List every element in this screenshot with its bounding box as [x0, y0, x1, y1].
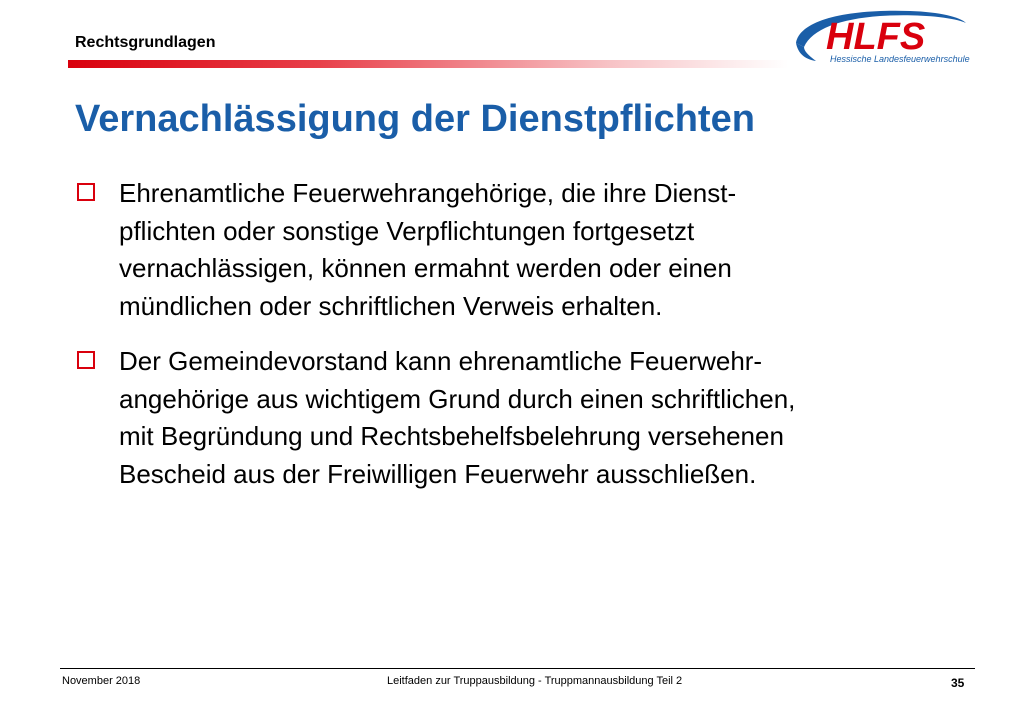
bullet-line: pflichten oder sonstige Verpflichtungen fortgesetzt: [119, 215, 695, 246]
bullet-line: mit Begründung und Rechtsbehelfsbelehrung versehenen: [119, 421, 784, 451]
logo-letters: HLFS: [826, 16, 926, 58]
bullet-line: Ehrenamtliche Feuerwehrangehörige, die ihre Dienst-: [119, 178, 737, 208]
bullet-item: [75, 175, 975, 325]
bullet-line: angehörige aus wichtigem Grund durch einen schriftlichen,: [119, 383, 796, 414]
footer-title: Leitfaden zur Truppausbildung - Truppmannausbildung Teil 2: [387, 675, 683, 687]
page-title: Vernachlässigung der Dienstpflichten: [75, 98, 755, 140]
bullet-line: Bescheid aus der Freiwilligen Feuerwehr ausschließen.: [119, 458, 757, 489]
square-bullet-icon: [77, 351, 95, 369]
footer-date: November 2018: [62, 675, 141, 687]
footer-divider: [60, 668, 975, 669]
bullet-text: [119, 175, 975, 325]
bullet-line: Der Gemeindevorstand kann ehrenamtliche Feuerwehr-: [119, 346, 763, 376]
square-bullet-icon: [77, 183, 95, 201]
section-label: Rechtsgrundlagen: [75, 34, 216, 51]
header-accent-bar: [68, 60, 788, 68]
bullet-line: mündlichen oder schriftlichen Verweis erhalten.: [119, 290, 663, 321]
hlfs-logo-graphic: [790, 5, 970, 67]
logo-subtitle: Hessische Landesfeuerwehrschule: [830, 54, 970, 64]
bullet-text: [119, 343, 975, 493]
bullet-line: vernachlässigen, können ermahnt werden oder einen: [119, 253, 732, 283]
hlfs-logo: [790, 5, 970, 67]
bullet-item: [75, 343, 975, 493]
page-number: 35: [951, 676, 965, 690]
bullet-list: [75, 175, 975, 511]
